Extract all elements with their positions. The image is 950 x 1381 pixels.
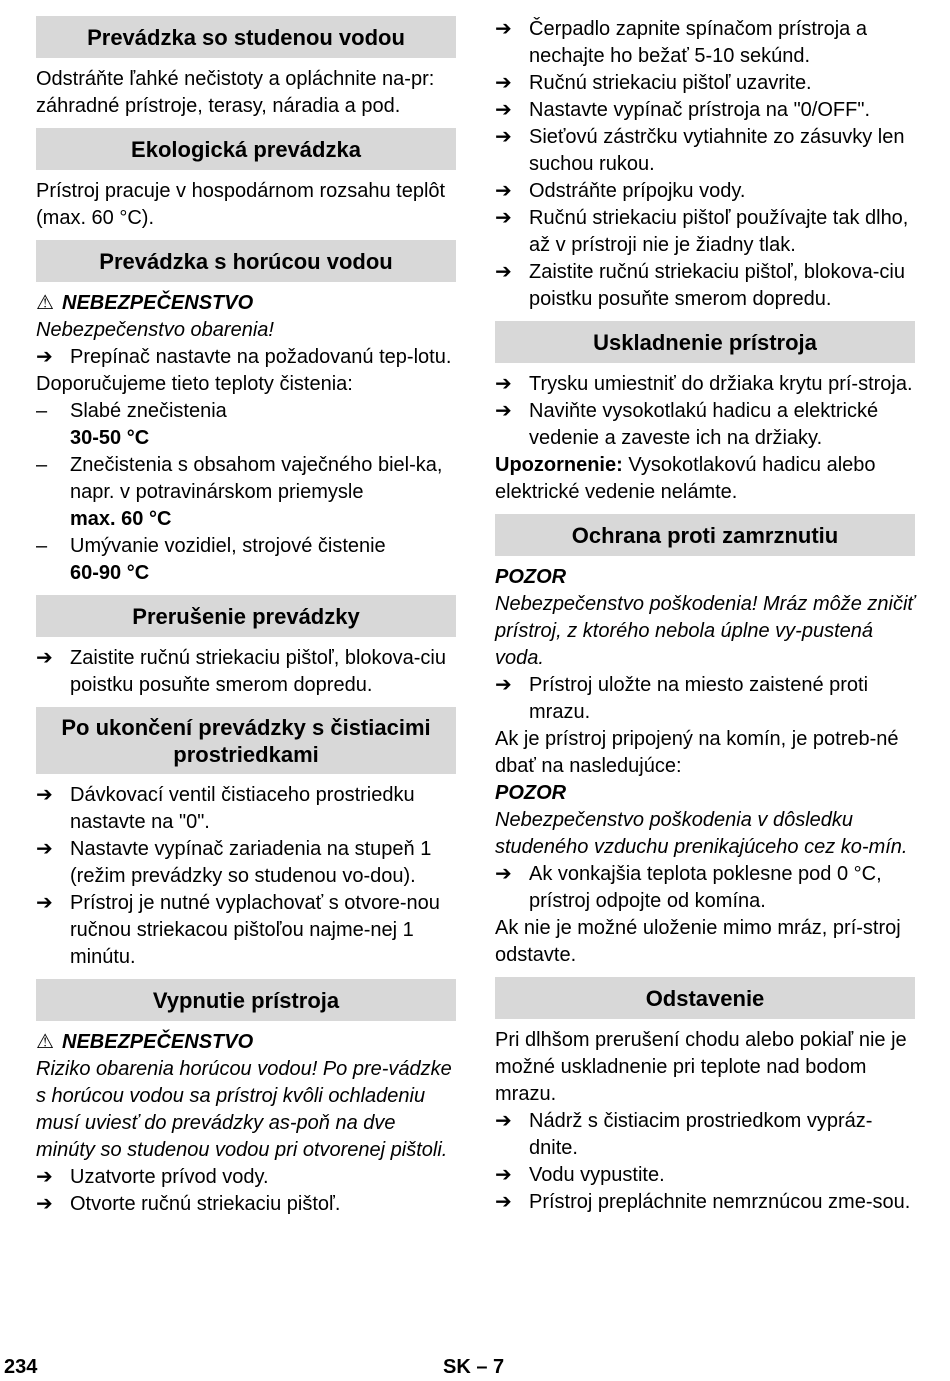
arrow-icon: ➔: [495, 1191, 512, 1213]
instruction-item: ➔ Prístroj je nutné vyplachovať s otvore-nou ručnou striekacou pištoľou najme-nej 1 minútu.: [36, 892, 440, 968]
arrow-icon: ➔: [495, 72, 512, 94]
caution-notice-title: POZOR: [495, 566, 567, 588]
instruction-item: ➔ Nastavte vypínač zariadenia na stupeň 1 (režim prevádzky so studenou vo-dou).: [36, 838, 432, 887]
left-column: [36, 16, 456, 1218]
list-item: – Umývanie vozidiel, strojové čistenie: [36, 535, 386, 557]
instruction-item: ➔ Ručnú striekaciu pištoľ uzavrite.: [495, 70, 915, 97]
arrow-icon: ➔: [495, 373, 512, 395]
instruction-item: ➔ Nastavte vypínač prístroja na "0/OFF".: [495, 97, 915, 124]
caution-notice-title: POZOR: [495, 782, 567, 804]
instruction-item: ➔ Ak vonkajšia teplota poklesne pod 0 °C, prístroj odpojte od komína.: [495, 863, 882, 912]
arrow-icon: ➔: [495, 99, 512, 121]
paragraph-chimney: Ak je prístroj pripojený na komín, je potreb-né dbať na nasledujúce:: [495, 728, 899, 777]
section-heading-cold-water: Prevádzka so studenou vodou: [36, 16, 456, 58]
arrow-icon: ➔: [495, 1110, 512, 1132]
list-item: – Znečistenia s obsahom vaječného biel-ka, napr. v potravinárskom priemysle: [36, 454, 443, 503]
note-paragraph: Upozornenie: Vysokotlakovú hadicu alebo elektrické vedenie nelámte.: [495, 454, 876, 503]
arrow-icon: ➔: [495, 18, 512, 40]
list-item-value: 30-50 °C: [70, 427, 150, 449]
instruction-item: ➔ Prístroj uložte na miesto zaistené proti mrazu.: [495, 674, 869, 723]
section-heading-storage: Uskladnenie prístroja: [495, 321, 915, 363]
danger-notice-title: ⚠ NEBEZPEČENSTVO: [36, 1029, 456, 1056]
arrow-icon: ➔: [36, 346, 53, 368]
instruction-item: ➔ Prístroj prepláchnite nemrznúcou zme-sou.: [495, 1189, 915, 1216]
section-heading-interruption: Prerušenie prevádzky: [36, 595, 456, 637]
list-item-value: max. 60 °C: [70, 508, 172, 530]
arrow-icon: ➔: [36, 647, 53, 669]
instruction-item: ➔ Trysku umiestniť do držiaka krytu prí-stroja.: [495, 371, 915, 398]
section-heading-eco: Ekologická prevádzka: [36, 128, 456, 170]
warning-icon: ⚠: [36, 1031, 54, 1053]
instruction-item: ➔ Uzatvorte prívod vody.: [36, 1164, 456, 1191]
instruction-item: ➔ Čerpadlo zapnite spínačom prístroja a nechajte ho bežať 5-10 sekúnd.: [495, 18, 867, 67]
instruction-item: ➔ Dávkovací ventil čistiaceho prostriedku nastavte na "0".: [36, 784, 415, 833]
language-page-label: SK – 7: [443, 1356, 505, 1378]
arrow-icon: ➔: [36, 1166, 53, 1188]
warning-icon: ⚠: [36, 292, 54, 314]
danger-notice-title: ⚠ NEBEZPEČENSTVO: [36, 290, 456, 317]
arrow-icon: ➔: [36, 1193, 53, 1215]
danger-notice-text: Riziko obarenia horúcou vodou! Po pre-vádzke s horúcou vodou sa prístroj kvôli ochladeniu musí uviesť do prevádzky as-poň na dve minúty so studenou vodou pri otvorenej pištoli.: [36, 1058, 452, 1161]
section-heading-frost: Ochrana proti zamrznutiu: [495, 514, 915, 556]
instruction-item: ➔ Sieťovú zástrčku vytiahnite zo zásuvky len suchou rukou.: [495, 126, 905, 175]
instruction-item: ➔ Nádrž s čistiacim prostriedkom vypráz-dnite.: [495, 1110, 873, 1159]
instruction-item: ➔ Naviňte vysokotlakú hadicu a elektrické vedenie a zaveste ich na držiaky.: [495, 400, 879, 449]
instruction-item: ➔ Zaistite ručnú striekaciu pištoľ, blokova-ciu poistku posuňte smerom dopredu.: [495, 261, 905, 310]
caution-notice-text: Nebezpečenstvo poškodenia v dôsledku studeného vzduchu prenikajúceho cez ko-mín.: [495, 809, 908, 858]
section-heading-shutdown: Vypnutie prístroja: [36, 979, 456, 1021]
instruction-item: ➔ Zaistite ručnú striekaciu pištoľ, blokova-ciu poistku posuňte smerom dopredu.: [36, 647, 446, 696]
note-label: Upozornenie:: [495, 454, 623, 476]
arrow-icon: ➔: [495, 126, 512, 148]
arrow-icon: ➔: [36, 892, 53, 914]
paragraph-recommendation: Doporučujeme tieto teploty čistenia:: [36, 373, 353, 395]
danger-notice-text: Nebezpečenstvo obarenia!: [36, 319, 274, 341]
section-heading-decommission: Odstavenie: [495, 977, 915, 1019]
paragraph-decommission: Pri dlhšom prerušení chodu alebo pokiaľ nie je možné uskladnenie pri teplote nad bodom mrazu.: [495, 1029, 907, 1105]
arrow-icon: ➔: [495, 674, 512, 696]
instruction-item: ➔ Ručnú striekaciu pištoľ používajte tak dlho, až v prístroji nie je žiadny tlak.: [495, 207, 909, 256]
section-heading-hot-water: Prevádzka s horúcou vodou: [36, 240, 456, 282]
right-column: [495, 16, 915, 1216]
section-heading-after-detergent: Po ukončení prevádzky s čistiacimi prostriedkami: [36, 707, 456, 774]
arrow-icon: ➔: [36, 784, 53, 806]
arrow-icon: ➔: [495, 1164, 512, 1186]
arrow-icon: ➔: [495, 863, 512, 885]
instruction-item: ➔ Otvorte ručnú striekaciu pištoľ.: [36, 1191, 456, 1218]
instruction-item: ➔ Vodu vypustite.: [495, 1162, 915, 1189]
paragraph-cold-water: Odstráňte ľahké nečistoty a opláchnite na-pr: záhradné prístroje, terasy, náradia a pod.: [36, 68, 435, 117]
arrow-icon: ➔: [495, 180, 512, 202]
page-number: 234: [4, 1356, 38, 1378]
list-item-value: 60-90 °C: [70, 562, 150, 584]
instruction-item: ➔ Prepínač nastavte na požadovanú tep-lotu.: [36, 344, 456, 371]
arrow-icon: ➔: [36, 838, 53, 860]
instruction-item: ➔ Odstráňte prípojku vody.: [495, 178, 915, 205]
paragraph-eco: Prístroj pracuje v hospodárnom rozsahu teplôt (max. 60 °C).: [36, 180, 446, 229]
list-item: – Slabé znečistenia: [36, 400, 227, 422]
paragraph-frost-storage: Ak nie je možné uloženie mimo mráz, prí-stroj odstavte.: [495, 917, 901, 966]
arrow-icon: ➔: [495, 207, 512, 229]
arrow-icon: ➔: [495, 400, 512, 422]
arrow-icon: ➔: [495, 261, 512, 283]
caution-notice-text: Nebezpečenstvo poškodenia! Mráz môže zničiť prístroj, z ktorého nebola úplne vy-pustená voda.: [495, 593, 915, 669]
